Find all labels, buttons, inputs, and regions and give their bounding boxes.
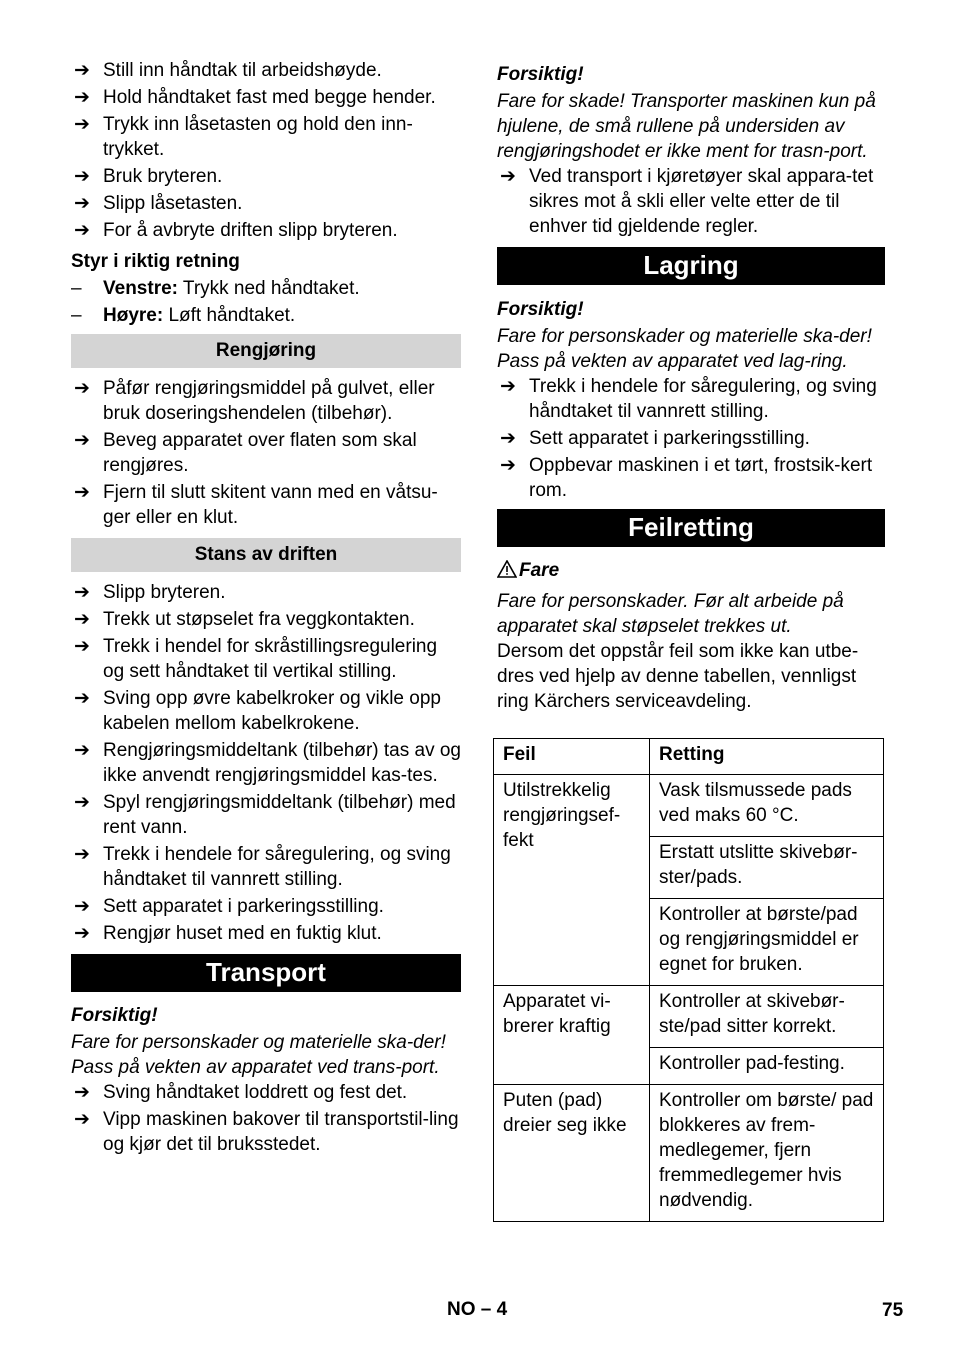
transport-step-text: Vipp maskinen bakover til transportstil-ling og kjør det til bruksstedet.	[103, 1109, 459, 1155]
storage-caution-label: Forsiktig!	[497, 299, 584, 320]
arrow-right-icon: ➔	[74, 740, 90, 761]
right-column	[497, 62, 885, 1222]
caution-text: Fare for skade! Transporter maskinen kun på hjulene, de små rullene på undersiden av rengjøringshodet er ikke ment for trasn-port.	[497, 91, 876, 162]
arrow-right-icon: ➔	[74, 60, 90, 81]
stop-step-item	[71, 580, 461, 605]
transport-heading: Transport	[71, 954, 461, 992]
danger-label: Fare	[519, 560, 560, 581]
left-column	[71, 58, 461, 1159]
arrow-right-icon: ➔	[74, 923, 90, 944]
fault-table-body	[494, 775, 884, 1222]
arrow-right-icon: ➔	[500, 428, 516, 449]
fault-cell: Apparatet vi-brerer kraftig	[494, 986, 650, 1085]
arrow-right-icon: ➔	[74, 896, 90, 917]
arrow-right-icon: ➔	[74, 792, 90, 813]
transport-steps	[71, 1080, 461, 1157]
arrow-right-icon: ➔	[74, 430, 90, 451]
stop-step-item	[71, 607, 461, 632]
cleaning-step-text: Beveg apparatet over flaten som skal rengjøres.	[103, 430, 417, 476]
operation-step-item	[71, 85, 461, 110]
stop-step-item	[71, 790, 461, 840]
stop-step-text: Trekk ut støpselet fra veggkontakten.	[103, 609, 415, 630]
fault-intro: Dersom det oppstår feil som ikke kan utbe-dres ved hjelp av denne tabellen, vennligst ring Kärchers serviceavdeling.	[497, 641, 859, 712]
storage-step-item	[497, 453, 885, 503]
stop-step-item	[71, 634, 461, 684]
operation-step-text: Slipp låsetasten.	[103, 193, 243, 214]
arrow-right-icon: ➔	[74, 193, 90, 214]
operation-step-text: For å avbryte driften slipp bryteren.	[103, 220, 398, 241]
dash-icon: –	[71, 305, 82, 326]
fault-table	[493, 738, 884, 1222]
operation-step-text: Hold håndtaket fast med begge hender.	[103, 87, 436, 108]
table-row	[494, 986, 884, 1048]
stop-step-text: Sving opp øvre kabelkroker og vikle opp kabelen mellom kabelkrokene.	[103, 688, 441, 734]
arrow-right-icon: ➔	[500, 455, 516, 476]
stop-step-item	[71, 921, 461, 946]
arrow-right-icon: ➔	[74, 609, 90, 630]
storage-heading: Lagring	[497, 247, 885, 285]
stop-heading: Stans av driften	[71, 538, 461, 572]
operation-step-item	[71, 218, 461, 243]
arrow-right-icon: ➔	[74, 114, 90, 135]
arrow-right-icon: ➔	[74, 220, 90, 241]
fault-heading: Feilretting	[497, 509, 885, 547]
fault-cell: Utilstrekkelig rengjøringsef-fekt	[494, 775, 650, 986]
storage-step-item	[497, 426, 885, 451]
table-header-remedy: Retting	[650, 739, 884, 775]
operation-steps	[71, 58, 461, 243]
dash-icon: –	[71, 278, 82, 299]
remedy-cell: Kontroller at børste/pad og rengjøringsmiddel er egnet for bruken.	[650, 899, 884, 986]
danger-text: Fare for personskader. Før alt arbeide på apparatet skal støpselet trekkes ut.	[497, 591, 844, 637]
cleaning-step-item	[71, 376, 461, 426]
transport-caution-text: Fare for personskader og materielle ska-der! Pass på vekten av apparatet ved trans-port.	[71, 1032, 446, 1078]
steer-left-text: Trykk ned håndtaket.	[177, 278, 360, 299]
transport-vehicle-text: Ved transport i kjøretøyer skal appara-tet sikres mot å skli eller velte etter de til enhver tid gjeldende regler.	[529, 166, 874, 237]
stop-step-item	[71, 842, 461, 892]
cleaning-steps	[71, 376, 461, 530]
arrow-right-icon: ➔	[74, 688, 90, 709]
arrow-right-icon: ➔	[74, 378, 90, 399]
storage-steps	[497, 374, 885, 503]
fault-cell: Puten (pad) dreier seg ikke	[494, 1085, 650, 1222]
stop-step-text: Rengjøringsmiddeltank (tilbehør) tas av og ikke anvendt rengjøringsmiddel kas-tes.	[103, 740, 461, 786]
table-header-row	[494, 739, 884, 775]
cleaning-step-item	[71, 428, 461, 478]
storage-step-item	[497, 374, 885, 424]
cleaning-step-text: Fjern til slutt skitent vann med en våtsu-ger eller en klut.	[103, 482, 438, 528]
arrow-right-icon: ➔	[500, 166, 516, 187]
arrow-right-icon: ➔	[500, 376, 516, 397]
footer-section: NO – 4	[447, 1299, 508, 1320]
arrow-right-icon: ➔	[74, 1082, 90, 1103]
storage-step-text: Oppbevar maskinen i et tørt, frostsik-kert rom.	[529, 455, 873, 501]
operation-step-text: Trykk inn låsetasten og hold den inn-trykket.	[103, 114, 413, 160]
operation-step-text: Still inn håndtak til arbeidshøyde.	[103, 60, 382, 81]
page-number: 75	[882, 1300, 904, 1321]
warning-triangle-icon	[497, 560, 519, 585]
storage-caution-text: Fare for personskader og materielle ska-der! Pass på vekten av apparatet ved lag-ring.	[497, 326, 872, 372]
arrow-right-icon: ➔	[74, 1109, 90, 1130]
stop-step-text: Rengjør huset med en fuktig klut.	[103, 923, 382, 944]
table-header-fault: Feil	[494, 739, 650, 775]
steer-heading: Styr i riktig retning	[71, 251, 240, 272]
arrow-right-icon: ➔	[74, 482, 90, 503]
operation-step-item	[71, 164, 461, 189]
operation-step-item	[71, 191, 461, 216]
remedy-cell: Kontroller at skivebør-ste/pad sitter korrekt.	[650, 986, 884, 1048]
transport-step-item	[71, 1080, 461, 1105]
remedy-cell: Erstatt utslitte skivebør-ster/pads.	[650, 837, 884, 899]
stop-step-text: Trekk i hendel for skråstillingsregulering og sett håndtaket til vertikal stilling.	[103, 636, 438, 682]
stop-step-text: Spyl rengjøringsmiddeltank (tilbehør) med rent vann.	[103, 792, 456, 838]
cleaning-heading: Rengjøring	[71, 334, 461, 368]
operation-step-item	[71, 112, 461, 162]
cleaning-step-item	[71, 480, 461, 530]
stop-step-text: Sett apparatet i parkeringsstilling.	[103, 896, 384, 917]
remedy-cell: Kontroller om børste/ pad blokkeres av frem-medlegemer, fjern fremmedlegemer hvis nødvendig.	[650, 1085, 884, 1222]
storage-step-text: Sett apparatet i parkeringsstilling.	[529, 428, 810, 449]
steer-left-label: Venstre:	[103, 278, 178, 299]
steer-right-text: Løft håndtaket.	[163, 305, 296, 326]
arrow-right-icon: ➔	[74, 636, 90, 657]
operation-step-item	[71, 58, 461, 83]
table-row	[494, 1085, 884, 1222]
arrow-right-icon: ➔	[74, 87, 90, 108]
stop-step-item	[71, 894, 461, 919]
danger-line	[497, 558, 885, 585]
transport-vehicle-step	[497, 164, 885, 239]
stop-step-item	[71, 686, 461, 736]
stop-steps	[71, 580, 461, 946]
steer-right-item	[71, 303, 461, 328]
table-row	[494, 775, 884, 837]
arrow-right-icon: ➔	[74, 166, 90, 187]
steer-right-label: Høyre:	[103, 305, 164, 326]
transport-step-text: Sving håndtaket loddrett og fest det.	[103, 1082, 408, 1103]
operation-step-text: Bruk bryteren.	[103, 166, 223, 187]
remedy-cell: Kontroller pad-festing.	[650, 1048, 884, 1085]
remedy-cell: Vask tilsmussede pads ved maks 60 °C.	[650, 775, 884, 837]
transport-step-item	[71, 1107, 461, 1157]
stop-step-item	[71, 738, 461, 788]
transport-caution-label: Forsiktig!	[71, 1005, 158, 1026]
stop-step-text: Trekk i hendele for såregulering, og sving håndtaket til vannrett stilling.	[103, 844, 451, 890]
cleaning-step-text: Påfør rengjøringsmiddel på gulvet, eller bruk doseringshendelen (tilbehør).	[103, 378, 435, 424]
storage-step-text: Trekk i hendele for såregulering, og sving håndtaket til vannrett stilling.	[529, 376, 877, 422]
caution-label: Forsiktig!	[497, 64, 584, 85]
stop-step-text: Slipp bryteren.	[103, 582, 226, 603]
steer-left-item	[71, 276, 461, 301]
arrow-right-icon: ➔	[74, 844, 90, 865]
arrow-right-icon: ➔	[74, 582, 90, 603]
